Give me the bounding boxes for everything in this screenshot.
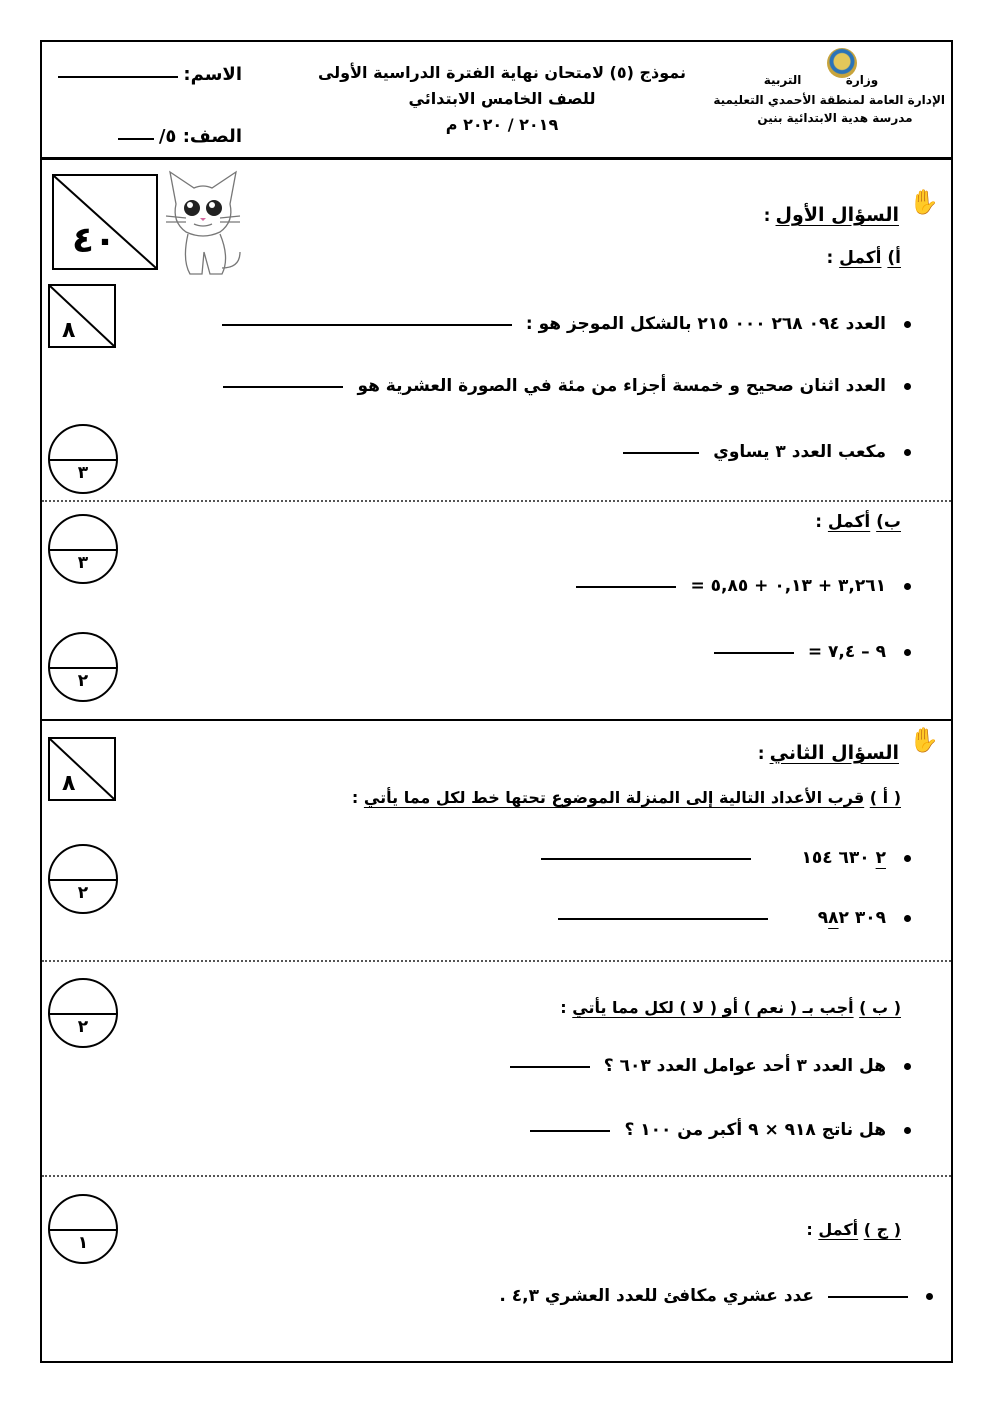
exam-grade: للصف الخامس الابتدائي — [408, 89, 596, 108]
student-class-field[interactable] — [102, 126, 242, 147]
q2a-colon: : — [351, 788, 359, 807]
q2c-item-text: عدد عشري مكافئ للعدد العشري ٤,٣ . — [499, 1286, 814, 1306]
q1b-score-circle-2 — [48, 632, 118, 702]
bullet-icon — [904, 1063, 911, 1070]
q1-colon: : — [763, 206, 771, 226]
q2b-score-circle — [48, 978, 118, 1048]
exam-title: نموذج (٥) لامتحان نهاية الفترة الدراسية الأولى — [317, 63, 687, 82]
q2b-label: ( ب ) — [859, 998, 901, 1017]
q1b-colon: : — [815, 512, 822, 532]
q1b-item-2 — [714, 642, 911, 662]
q2c-item — [499, 1286, 933, 1306]
bullet-icon — [904, 855, 911, 862]
q1a-item-3 — [623, 442, 911, 462]
number-part: ٦٣٠ ١٥٤ — [801, 848, 876, 868]
q2-score: ٨ — [62, 771, 76, 796]
q2a-score-circle — [48, 844, 118, 914]
q2b-item-2-text: هل ناتج ٩١٨ × ٩ أكبر من ١٠٠ ؟ — [624, 1120, 886, 1140]
q1b-item-1-text: ٣,٢٦١ + ٠,١٣ + ٥,٨٥ = — [690, 576, 886, 596]
q1a-score: ٣ — [77, 463, 89, 483]
exam-header — [42, 42, 951, 160]
q1-score-box — [48, 284, 116, 348]
answer-blank[interactable] — [510, 1064, 590, 1068]
q1a-item-3-text: مكعب العدد ٣ يساوي — [713, 442, 886, 462]
total-score-box — [52, 174, 158, 270]
q2b-heading — [560, 998, 901, 1017]
bullet-icon — [904, 915, 911, 922]
q1b-score-2: ٢ — [77, 671, 89, 691]
answer-blank[interactable] — [714, 650, 794, 654]
cat-decoration-icon — [160, 164, 246, 280]
divider — [42, 1175, 951, 1177]
answer-blank[interactable] — [828, 1294, 908, 1298]
divider — [42, 719, 951, 721]
q2a-label: ( أ ) — [869, 788, 901, 807]
ministry-ministry — [731, 72, 911, 88]
q2c-score-circle — [48, 1194, 118, 1264]
answer-blank[interactable] — [222, 322, 512, 326]
exam-page-frame — [40, 40, 953, 1363]
q1b-score-1: ٣ — [77, 553, 89, 573]
q1a-item-1 — [222, 314, 911, 334]
q2a-item-1-number — [801, 848, 886, 868]
ministry-line-1: وزارة — [845, 73, 879, 87]
q1-title: السؤال الأول — [775, 204, 899, 226]
bullet-icon — [904, 449, 911, 456]
underlined-digit: ٢ — [875, 848, 886, 868]
q2c-label: ( ج ) — [863, 1220, 901, 1239]
ministry-line-2: التربية — [763, 73, 802, 87]
q1b-score-circle-1 — [48, 514, 118, 584]
answer-blank[interactable] — [223, 384, 343, 388]
q2b-colon: : — [560, 998, 567, 1017]
score-diagonal — [50, 286, 114, 346]
q2a-text: قرب الأعداد التالية إلى المنزلة الموضوع تحتها خط لكل مما يأتي — [363, 788, 865, 807]
q1a-label: أ) — [887, 248, 901, 268]
name-label: الاسم: — [183, 64, 242, 85]
q2b-item-1-text: هل العدد ٣ أحد عوامل العدد ٦٠٣ ؟ — [603, 1056, 886, 1076]
q2b-score: ٢ — [77, 1017, 89, 1037]
answer-blank[interactable] — [530, 1128, 610, 1132]
number-part: ٢ — [838, 908, 849, 928]
q1b-heading — [815, 512, 901, 532]
student-name-field[interactable] — [52, 64, 242, 85]
bullet-icon — [904, 321, 911, 328]
answer-blank[interactable] — [576, 584, 676, 588]
q2-score-box — [48, 737, 116, 801]
q1a-item-2-text: العدد اثنان صحيح و خمسة أجزاء من مئة في الصورة العشرية هو — [357, 376, 886, 396]
exam-year: ٢٠١٩ / ٢٠٢٠ م — [445, 115, 559, 134]
ministry-school: مدرسة هدية الابتدائية بنين — [757, 111, 913, 125]
q2a-item-2 — [558, 908, 911, 928]
q2c-colon: : — [806, 1220, 813, 1239]
hand-icon: ✋ — [909, 726, 939, 754]
q1a-score-circle — [48, 424, 118, 494]
q2-title: السؤال الثاني — [769, 742, 899, 764]
class-blank[interactable] — [118, 136, 154, 140]
q2a-item-2-number — [818, 908, 886, 928]
q2a-heading — [352, 788, 901, 807]
q1b-item-1 — [576, 576, 911, 596]
q1-heading — [764, 204, 899, 226]
total-score: ٤٠ — [72, 220, 116, 261]
q2-colon: : — [757, 744, 765, 764]
q2c-score: ١ — [77, 1233, 89, 1253]
answer-blank[interactable] — [541, 856, 751, 860]
q2b-item-2 — [530, 1120, 911, 1140]
class-label: الصف: ٥/ — [158, 126, 242, 147]
q1b-label: ب) — [876, 512, 901, 532]
name-blank[interactable] — [58, 74, 178, 78]
q2c-heading — [806, 1220, 901, 1239]
bullet-icon — [904, 383, 911, 390]
bullet-icon — [904, 583, 911, 590]
q1b-text: أكمل — [827, 512, 871, 532]
q1-score: ٨ — [62, 318, 76, 343]
q1a-colon: : — [826, 248, 834, 268]
divider — [42, 960, 951, 962]
bullet-icon — [926, 1293, 933, 1300]
underlined-digit: ٨ — [828, 908, 839, 928]
q2c-text: أكمل — [818, 1220, 859, 1239]
q2-heading — [758, 742, 899, 764]
divider — [42, 500, 951, 502]
answer-blank[interactable] — [558, 916, 768, 920]
q1a-text: أكمل — [839, 248, 882, 268]
number-part: ٣٠٩ ٩ — [817, 908, 886, 928]
q1a-item-2 — [223, 376, 911, 396]
q2a-item-1 — [541, 848, 911, 868]
score-diagonal — [50, 739, 114, 799]
hand-icon: ✋ — [909, 188, 939, 216]
bullet-icon — [904, 649, 911, 656]
bullet-icon — [904, 1127, 911, 1134]
q1a-item-1-text: العدد ٠٩٤ ٢٦٨ ٠٠٠ ٢١٥ بالشكل الموجز هو : — [525, 314, 886, 334]
q2a-score: ٢ — [77, 883, 89, 903]
ministry-region: الإدارة العامة لمنطقة الأحمدي التعليمية — [713, 93, 945, 107]
answer-blank[interactable] — [623, 450, 699, 454]
q2b-item-1 — [510, 1056, 911, 1076]
q2b-text: أجب بـ ( نعم ) أو ( لا ) لكل مما يأتي — [572, 998, 854, 1017]
q1b-item-2-text: ٩ – ٧,٤ = — [807, 642, 886, 662]
q1a-heading — [826, 248, 901, 268]
